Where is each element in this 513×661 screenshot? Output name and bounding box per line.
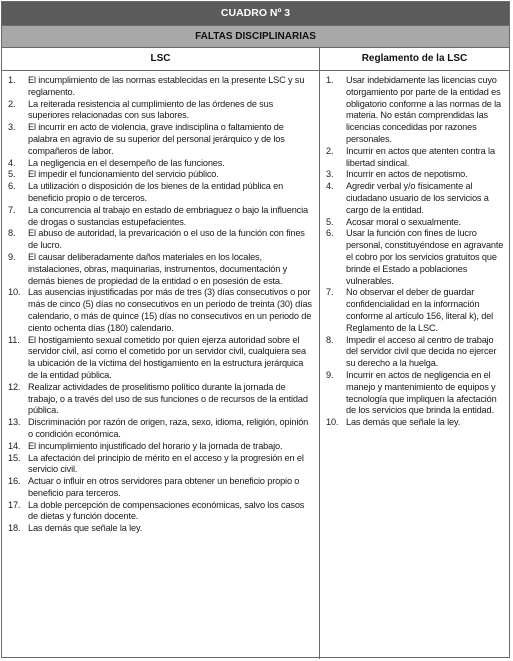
lsc-item	[8, 500, 315, 524]
reglamento-item-text: Usar indebidamente las licencias cuyo otorgamiento por parte de la entidad es obligatorio conforme a las normas de la materia. No están comprendidas las licencias concedidas por razones personales.	[346, 75, 502, 144]
lsc-item-number: 6.	[8, 181, 16, 192]
lsc-item-text: El hostigamiento sexual cometido por quien ejerza autoridad sobre el servidor civil, así como el cometido por un servidor civil, cualquiera sea la ubicación de la víctima del hostigamiento en la estructura jerárquica de la entidad pública.	[28, 334, 306, 380]
reglamento-item-number: 10.	[326, 417, 339, 428]
lsc-item	[8, 287, 315, 334]
reglamento-item-text: Incurrir en actos de negligencia en el manejo y mantenimiento de equipos y tecnología que impliquen la afectación de los servicios que brinda la entidad.	[346, 369, 497, 416]
lsc-item	[8, 382, 315, 417]
reglamento-item	[326, 217, 505, 229]
lsc-item-number: 18.	[8, 523, 21, 534]
table-body	[2, 71, 509, 659]
lsc-item	[8, 417, 315, 441]
reglamento-item-number: 9.	[326, 369, 334, 380]
reglamento-item	[326, 370, 505, 417]
reglamento-item	[326, 335, 505, 370]
reglamento-list	[326, 75, 505, 429]
reglamento-item-number: 1.	[326, 75, 334, 85]
lsc-item-number: 14.	[8, 440, 21, 451]
reglamento-item	[326, 169, 505, 181]
reglamento-item-text: Incurrir en actos de nepotismo.	[346, 169, 468, 180]
reglamento-item-number: 2.	[326, 145, 334, 156]
lsc-item-text: La reiterada resistencia al cumplimiento de las órdenes de sus superiores relacionadas con sus labores.	[28, 98, 274, 121]
lsc-item-text: La negligencia en el desempeño de las funciones.	[28, 157, 225, 168]
column-header-reglamento: Reglamento de la LSC	[361, 53, 468, 64]
reglamento-item	[326, 75, 505, 146]
reglamento-item-number: 5.	[326, 216, 334, 227]
lsc-item-text: La concurrencia al trabajo en estado de embriaguez o bajo la influencia de drogas o sustancias estupefacientes.	[28, 204, 308, 227]
lsc-item-number: 15.	[8, 452, 21, 463]
reglamento-item-text: Acosar moral o sexualmente.	[346, 216, 461, 227]
lsc-item-text: Actuar o influir en otros servidores para obtener un beneficio propio o beneficio para terceros.	[28, 476, 300, 498]
lsc-item-number: 4.	[8, 157, 16, 168]
faltas-disciplinarias-table	[1, 1, 510, 658]
reglamento-item-text: Usar la función con fines de lucro personal, constituyéndose en agravante el cobro por los servicios gratuitos que brinde el Estado a poblaciones vulnerables.	[346, 228, 504, 286]
lsc-item-number: 7.	[8, 204, 16, 215]
lsc-item	[8, 205, 315, 229]
reglamento-column	[320, 71, 509, 659]
lsc-item	[8, 252, 315, 287]
reglamento-item	[326, 417, 505, 429]
lsc-list	[8, 75, 315, 535]
reglamento-item	[326, 146, 505, 170]
reglamento-item	[326, 181, 505, 216]
reglamento-item	[326, 228, 505, 287]
lsc-item-text: Realizar actividades de proselitismo político durante la jornada de trabajo, o a través del uso de sus funciones o de recursos de la entidad pública.	[28, 381, 308, 416]
lsc-item-text: El incumplimiento injustificado del horario y la jornada de trabajo.	[28, 440, 283, 451]
lsc-item-number: 10.	[8, 287, 21, 298]
lsc-item-text: Las ausencias injustificadas por más de tres (3) días consecutivos o por más de cinco (5) días no consecutivos en un periodo de treinta (30) días calendario, o más de quince (15) días no consecutivos en un periodo de ciento ochenta días (180) calendario.	[28, 287, 312, 333]
lsc-item-number: 1.	[8, 75, 16, 85]
reglamento-item-number: 8.	[326, 334, 334, 345]
lsc-item-text: El incumplimiento de las normas establecidas en la presente LSC y su reglamento.	[28, 75, 305, 97]
lsc-item-number: 11.	[8, 334, 20, 345]
lsc-item	[8, 228, 315, 252]
lsc-item-text: El impedir el funcionamiento del servicio público.	[28, 169, 219, 180]
lsc-item-number: 3.	[8, 122, 16, 133]
lsc-item-text: El incurrir en acto de violencia, grave indisciplina o faltamiento de palabra en agravio de su superior del personal jerárquico y de los compañeros de labor.	[28, 122, 285, 156]
lsc-item	[8, 453, 315, 477]
lsc-item	[8, 523, 315, 535]
lsc-item-text: Las demás que señale la ley.	[28, 523, 143, 534]
lsc-item-text: La afectación del principio de mérito en el acceso y la progresión en el servicio civil.	[28, 452, 304, 475]
lsc-item-text: Discriminación por razón de origen, raza, sexo, idioma, religión, opinión o condición económica.	[28, 417, 309, 439]
column-header-lsc: LSC	[2, 48, 320, 70]
reglamento-item	[326, 287, 505, 334]
lsc-item-number: 12.	[8, 381, 21, 392]
reglamento-item-text: Impedir el acceso al centro de trabajo del servidor civil que decida no ejercer su derecho a la huelga.	[346, 334, 497, 369]
lsc-item-number: 9.	[8, 251, 16, 262]
lsc-item	[8, 122, 315, 157]
lsc-item-text: El abuso de autoridad, la prevaricación o el uso de la función con fines de lucro.	[28, 228, 305, 251]
lsc-item-number: 5.	[8, 169, 16, 180]
lsc-item-number: 13.	[8, 417, 21, 428]
reglamento-item-text: Agredir verbal y/o físicamente al ciudadano usuario de los servicios a cargo de la entidad.	[346, 181, 489, 215]
lsc-item	[8, 99, 315, 123]
reglamento-item-number: 3.	[326, 169, 334, 180]
table-subtitle: FALTAS DISCIPLINARIAS	[2, 25, 509, 47]
lsc-item	[8, 441, 315, 453]
reglamento-item-number: 4.	[326, 181, 334, 192]
lsc-item	[8, 158, 315, 170]
lsc-item	[8, 335, 315, 382]
lsc-item-text: La utilización o disposición de los bienes de la entidad pública en beneficio propio o de terceros.	[28, 181, 284, 203]
lsc-item-number: 2.	[8, 98, 16, 109]
lsc-item	[8, 75, 315, 99]
lsc-item	[8, 476, 315, 500]
lsc-item	[8, 181, 315, 205]
lsc-item	[8, 169, 315, 181]
lsc-item-number: 8.	[8, 228, 16, 239]
reglamento-item-number: 6.	[326, 228, 334, 239]
lsc-item-text: El causar deliberadamente daños materiales en los locales, instalaciones, obras, maquinarias, instrumentos, documentación y demás bienes de propiedad de la entidad o en posesión de esta.	[28, 251, 288, 286]
lsc-item-number: 16.	[8, 476, 21, 487]
table-title: CUADRO Nº 3	[2, 2, 509, 25]
reglamento-item-text: No observar el deber de guardar confidencialidad en la información conforme al artículo 156, literal k), del Reglamento de la LSC.	[346, 287, 494, 333]
column-headers	[2, 47, 509, 71]
reglamento-item-text: Las demás que señale la ley.	[346, 417, 461, 428]
reglamento-item-number: 7.	[326, 287, 334, 298]
reglamento-item-text: Incurrir en actos que atenten contra la libertad sindical.	[346, 145, 495, 168]
lsc-item-text: La doble percepción de compensaciones económicas, salvo los casos de dietas y función docente.	[28, 499, 305, 522]
lsc-item-number: 17.	[8, 499, 21, 510]
lsc-column	[2, 71, 320, 659]
